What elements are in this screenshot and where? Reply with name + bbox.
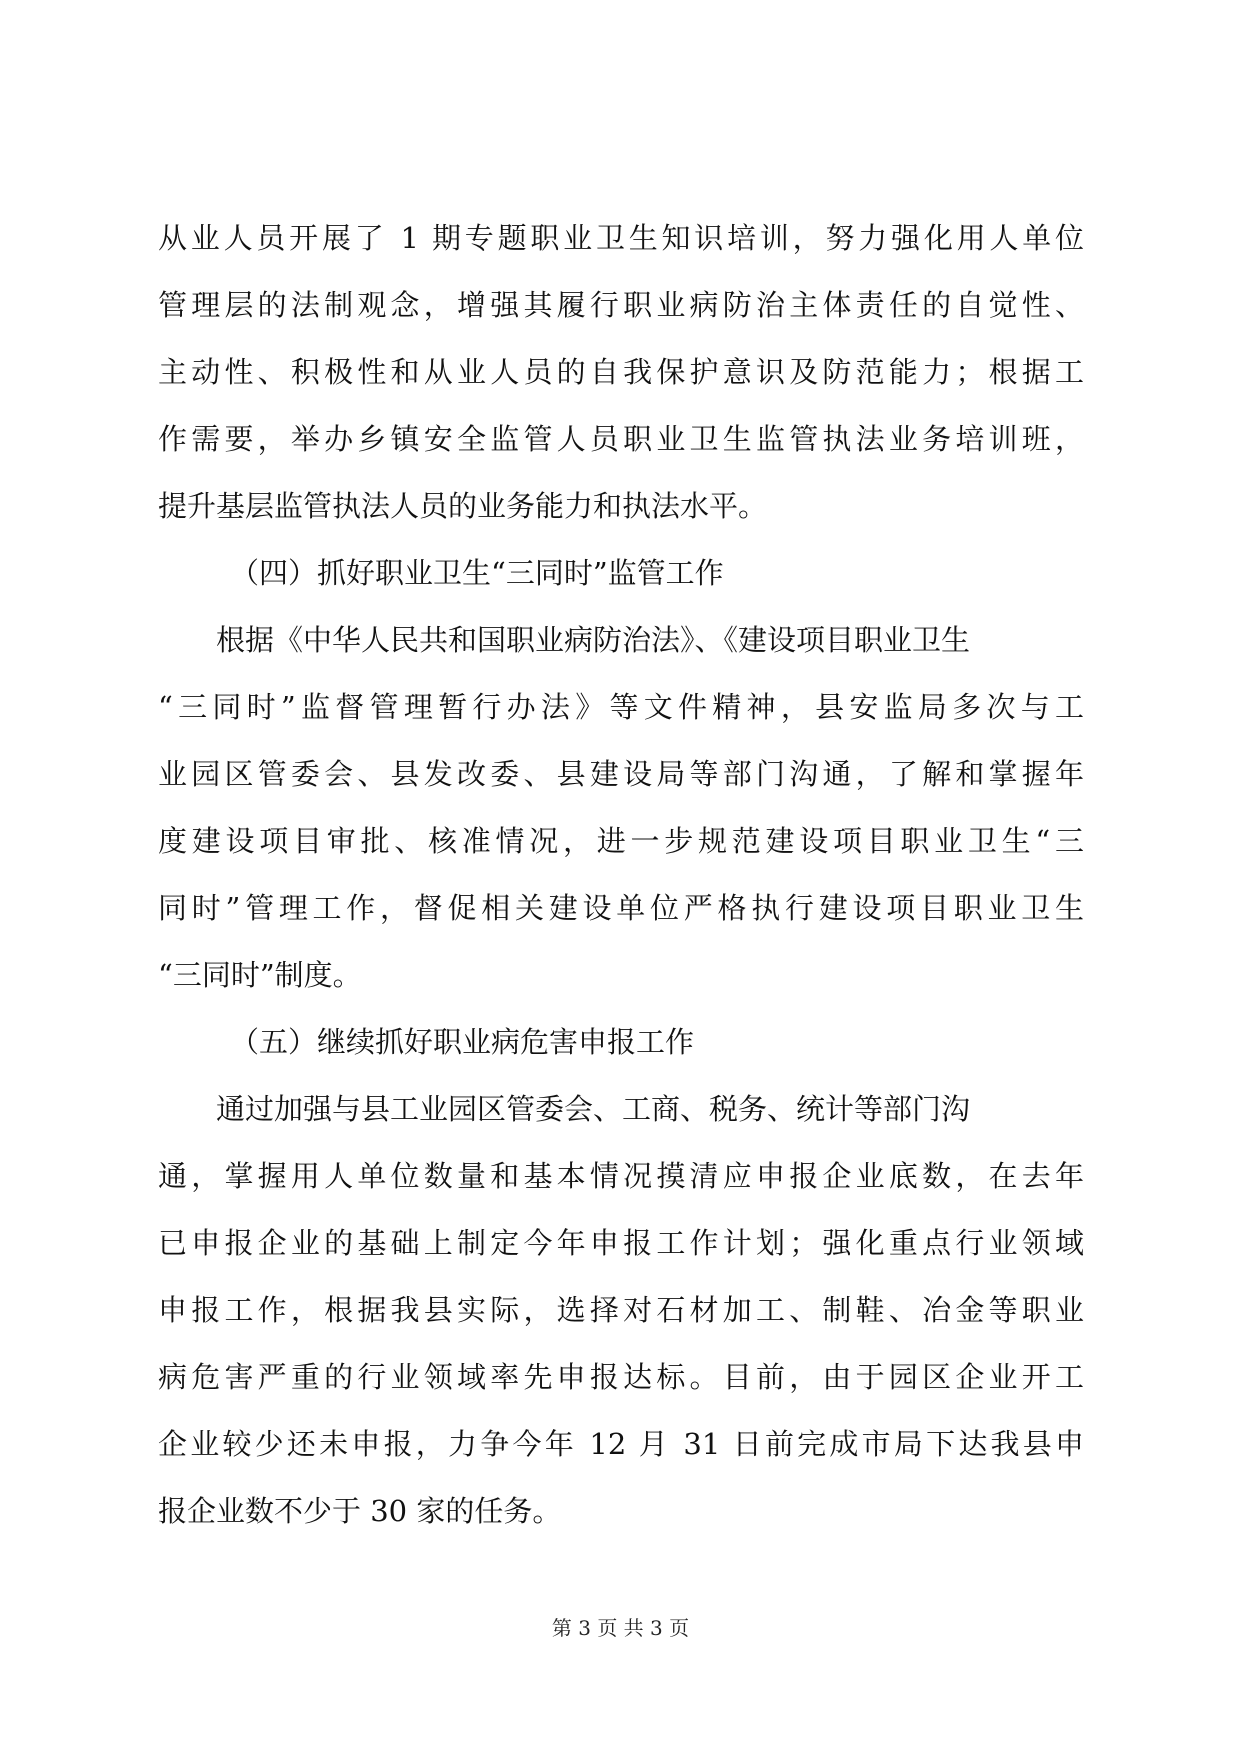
body-line: 主动性、积极性和从业人员的自我保护意识及防范能力；根据工 <box>158 355 1084 389</box>
body-line: 度建设项目审批、核准情况，进一步规范建设项目职业卫生“三 <box>158 824 1084 858</box>
body-line: “三同时”制度。 <box>158 958 362 992</box>
body-line: 申报工作，根据我县实际，选择对石材加工、制鞋、冶金等职业 <box>158 1293 1084 1327</box>
section-heading-five: （五）继续抓好职业病危害申报工作 <box>230 1025 695 1059</box>
body-line: 企业较少还未申报，力争今年 12 月 31 日前完成市局下达我县申 <box>158 1427 1084 1461</box>
body-line: 报企业数不少于 30 家的任务。 <box>158 1494 562 1528</box>
page-footer: 第 3 页 共 3 页 <box>551 1616 690 1640</box>
paragraph-first-line: 通过加强与县工业园区管委会、工商、税务、统计等部门沟 <box>216 1092 971 1126</box>
paragraph-first-line: 根据《中华人民共和国职业病防治法》、《建设项目职业卫生 <box>216 623 971 657</box>
body-line: 病危害严重的行业领域率先申报达标。目前，由于园区企业开工 <box>158 1360 1084 1394</box>
body-line: 提升基层监管执法人员的业务能力和执法水平。 <box>158 489 768 523</box>
body-line: 已申报企业的基础上制定今年申报工作计划；强化重点行业领域 <box>158 1226 1084 1260</box>
body-line: 同时”管理工作，督促相关建设单位严格执行建设项目职业卫生 <box>158 891 1084 925</box>
document-body <box>158 205 1084 1545</box>
body-line: 业园区管委会、县发改委、县建设局等部门沟通，了解和掌握年 <box>158 757 1084 791</box>
body-line: 从业人员开展了 1 期专题职业卫生知识培训，努力强化用人单位 <box>158 221 1084 255</box>
body-line: 管理层的法制观念，增强其履行职业病防治主体责任的自觉性、 <box>158 288 1084 322</box>
body-line: 作需要，举办乡镇安全监管人员职业卫生监管执法业务培训班， <box>158 422 1084 456</box>
body-line: 通，掌握用人单位数量和基本情况摸清应申报企业底数，在去年 <box>158 1159 1084 1193</box>
section-heading-four: （四）抓好职业卫生“三同时”监管工作 <box>230 556 724 590</box>
body-line: “三同时”监督管理暂行办法》等文件精神，县安监局多次与工 <box>158 690 1084 724</box>
